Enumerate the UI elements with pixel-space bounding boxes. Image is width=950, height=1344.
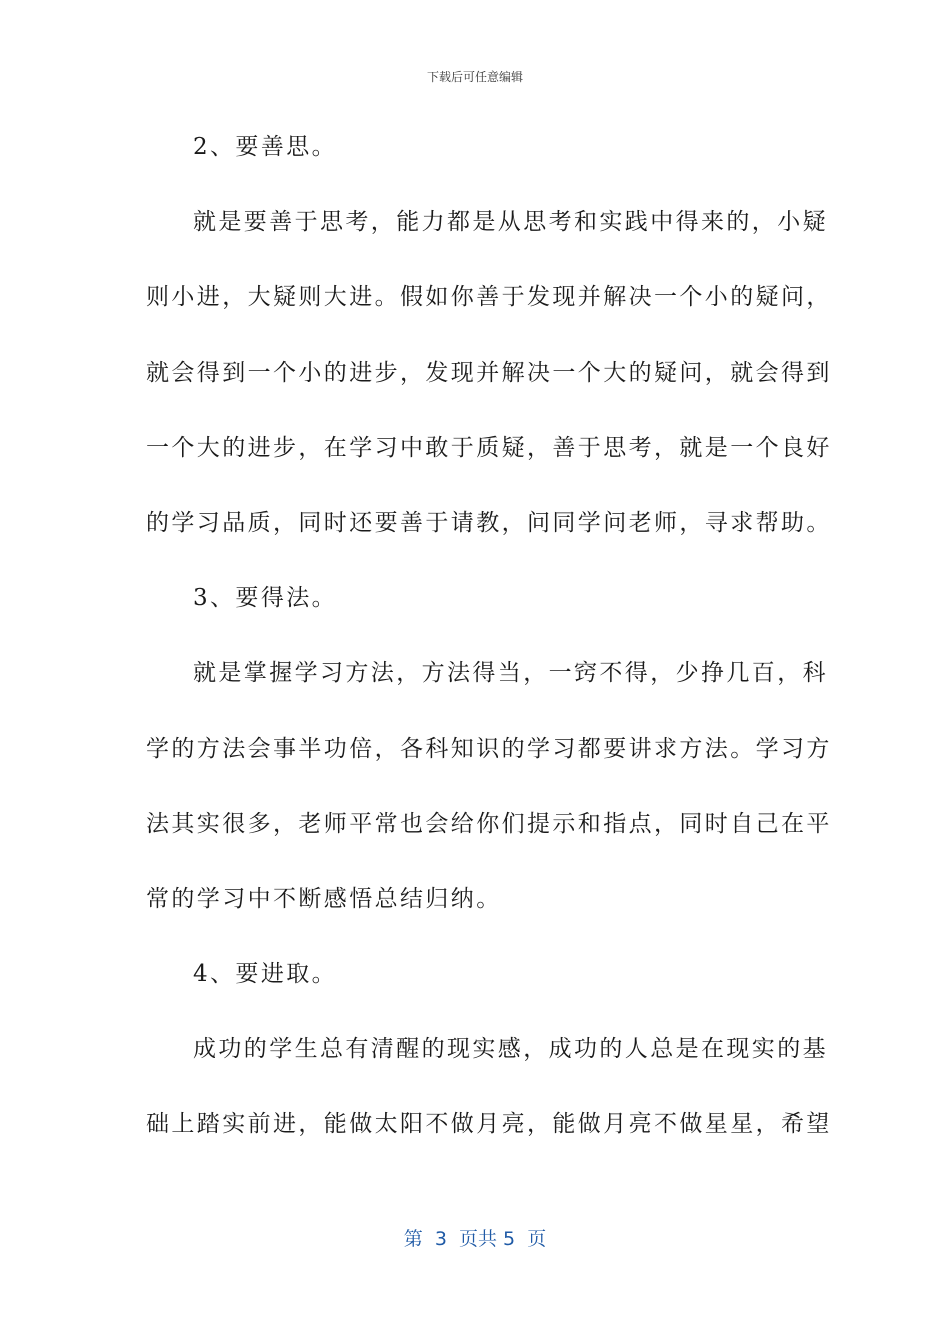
document-body (146, 123, 832, 1176)
paragraph-line: 一个大的进步，在学习中敢于质疑，善于思考，就是一个良好 (146, 434, 832, 461)
header-note: 下载后可任意编辑 (426, 70, 523, 84)
page-number: 第 3 页共 5 页 (403, 1228, 547, 1250)
paragraph-line: 成功的学生总有清醒的现实感，成功的人总是在现实的基 (193, 1036, 828, 1063)
paragraph-line: 法其实很多，老师平常也会给你们提示和指点，同时自己在平 (146, 810, 832, 837)
paragraph-line: 就是要善于思考，能力都是从思考和实践中得来的，小疑 (193, 209, 828, 236)
paragraph-line: 础上踏实前进，能做太阳不做月亮，能做月亮不做星星，希望 (146, 1111, 832, 1138)
paragraph-line: 则小进，大疑则大进。假如你善于发现并解决一个小的疑问， (146, 284, 832, 311)
section-heading: 4、要进取。 (193, 961, 338, 988)
section-heading: 2、要善思。 (193, 134, 338, 160)
paragraph-line: 学的方法会事半功倍，各科知识的学习都要讲求方法。学习方 (146, 735, 832, 762)
paragraph-line: 就会得到一个小的进步，发现并解决一个大的疑问，就会得到 (146, 359, 832, 386)
paragraph-line: 的学习品质，同时还要善于请教，问同学问老师，寻求帮助。 (146, 509, 832, 536)
paragraph-line: 常的学习中不断感悟总结归纳。 (146, 885, 502, 912)
paragraph-line: 就是掌握学习方法，方法得当，一窍不得，少挣几百，科 (193, 660, 828, 687)
section-heading: 3、要得法。 (193, 585, 338, 612)
